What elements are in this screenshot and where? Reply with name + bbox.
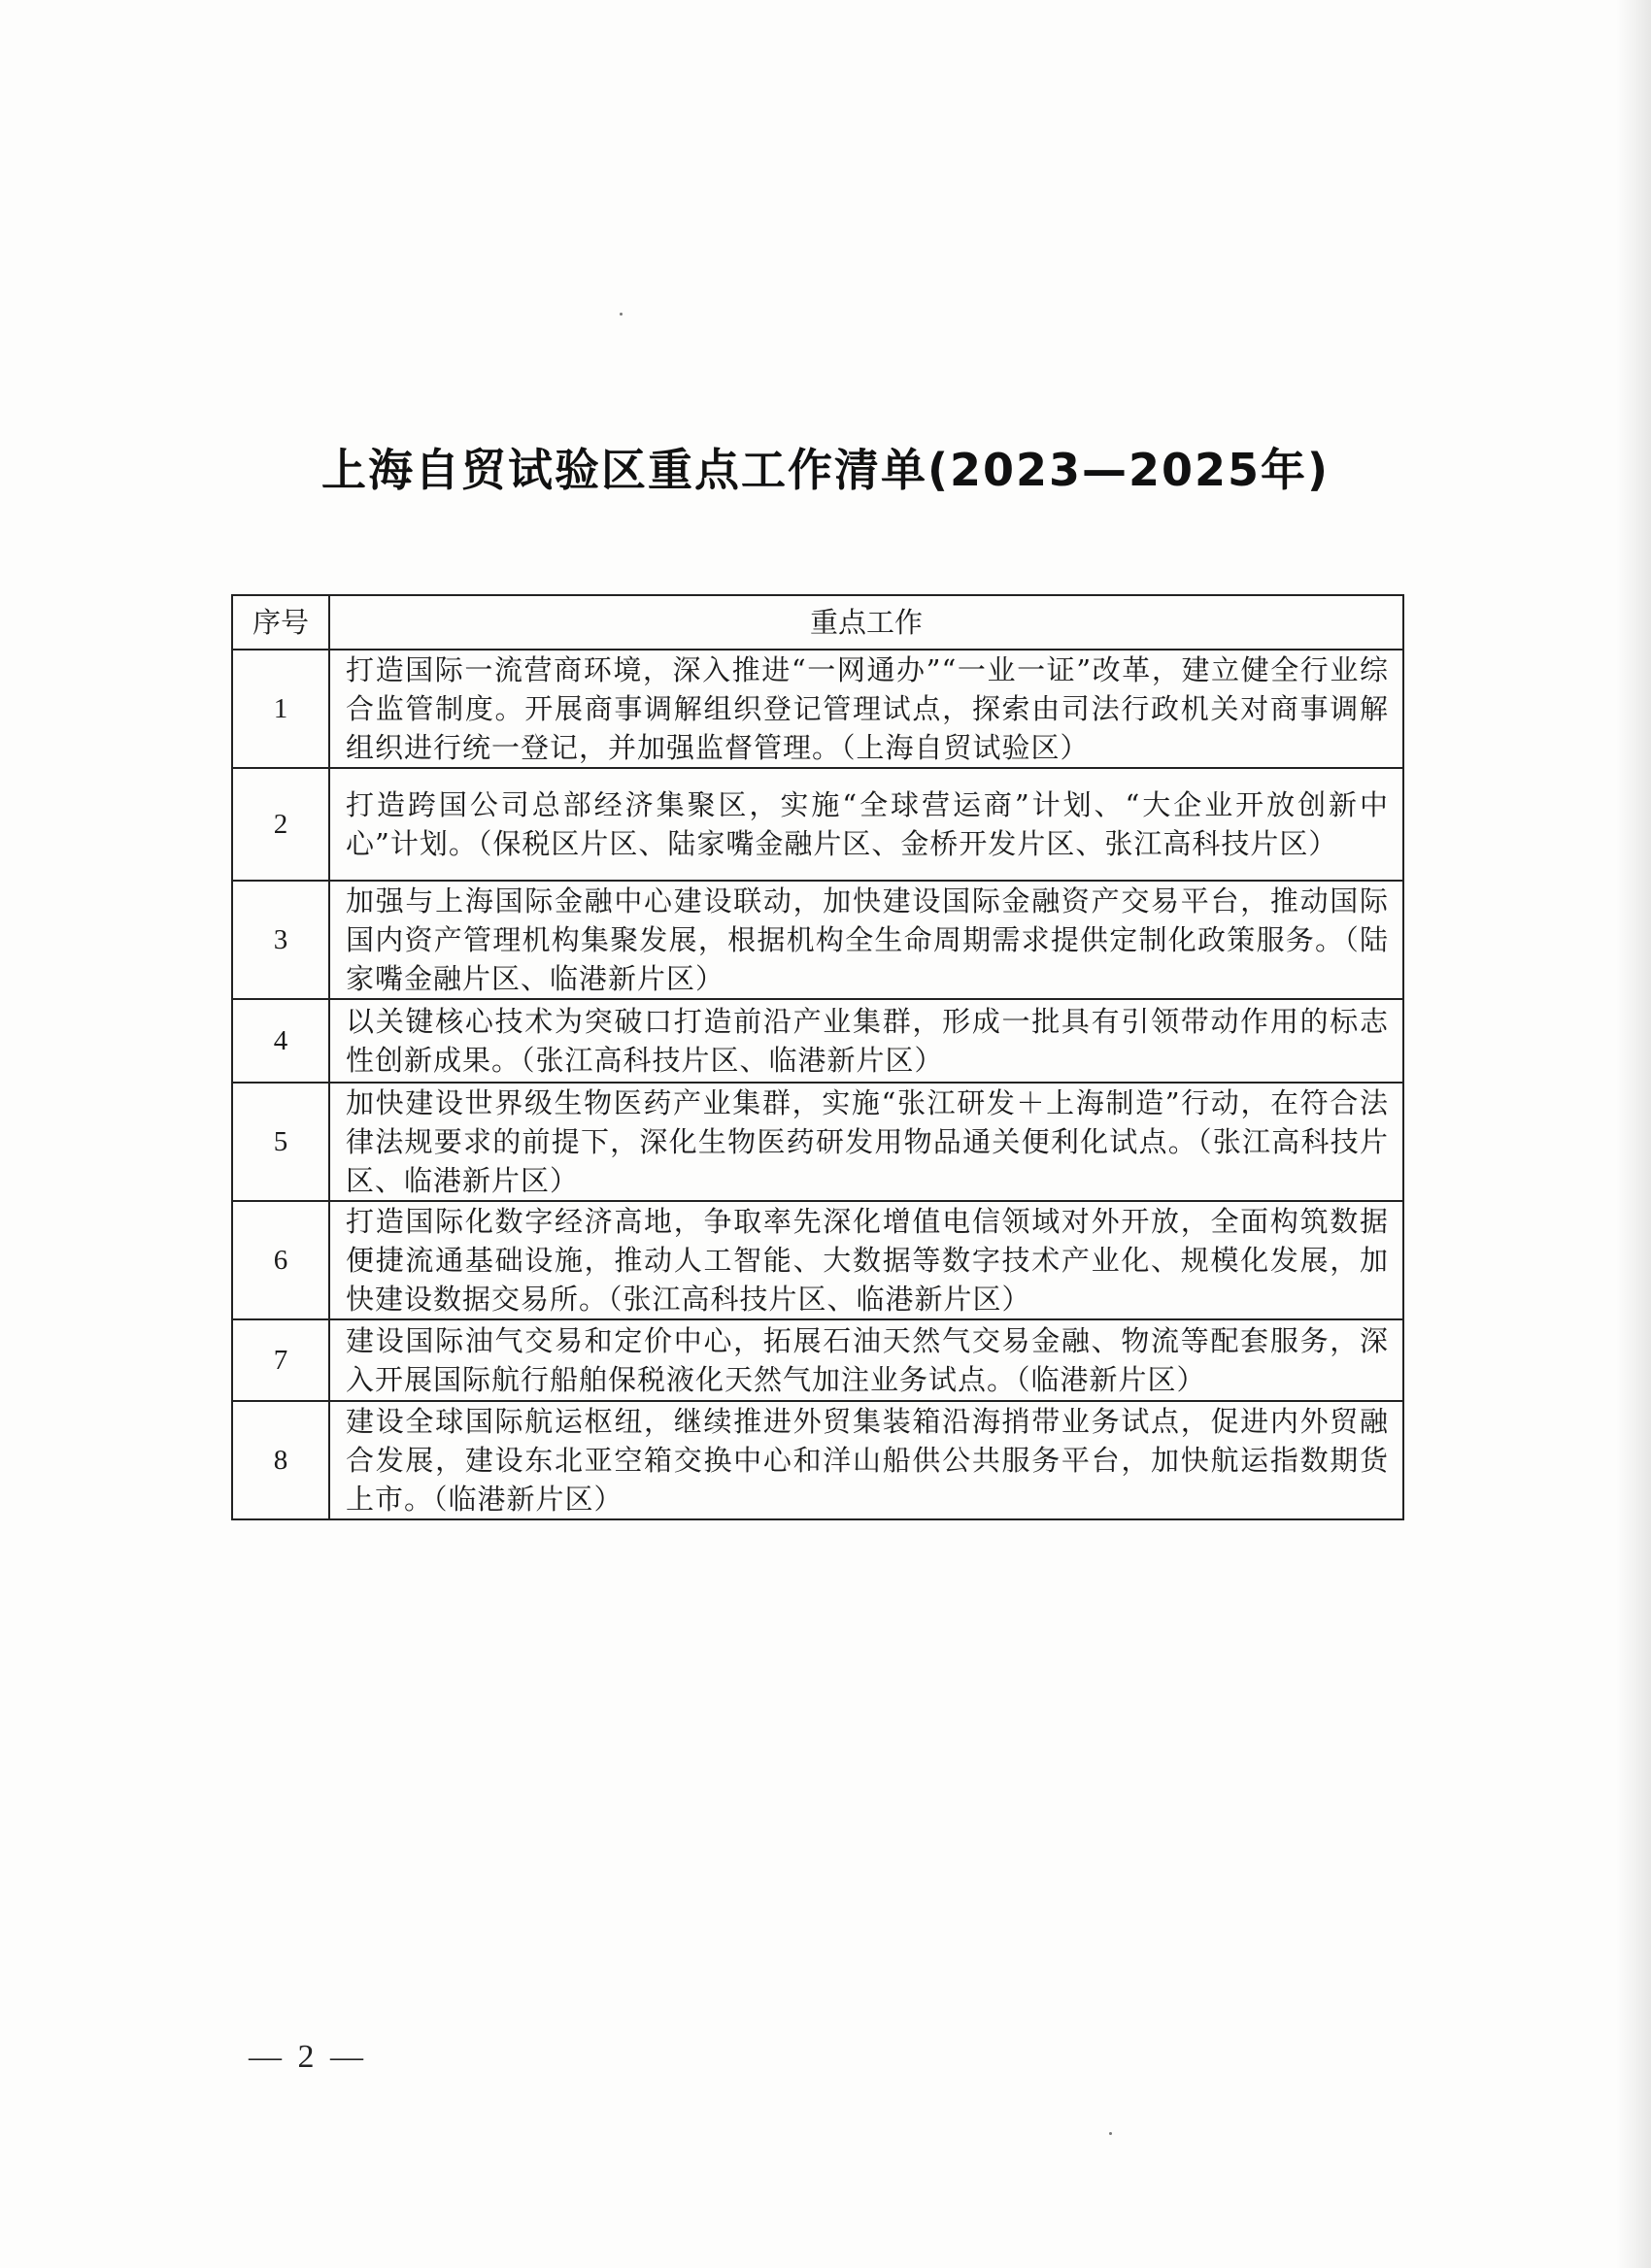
- row-number: 6: [232, 1201, 329, 1319]
- row-content: 加快建设世界级生物医药产业集群，实施“张江研发＋上海制造”行动，在符合法律法规要求的前提下，深化生物医药研发用物品通关便利化试点。（张江高科技片区、临港新片区）: [329, 1083, 1403, 1201]
- row-number: 3: [232, 881, 329, 999]
- row-number: 1: [232, 650, 329, 768]
- row-number: 5: [232, 1083, 329, 1201]
- column-header-number: 序号: [232, 595, 329, 650]
- table-row: [232, 1083, 1403, 1201]
- row-number: 8: [232, 1401, 329, 1519]
- row-content: 建设全球国际航运枢纽，继续推进外贸集装箱沿海捎带业务试点，促进内外贸融合发展，建设东北亚空箱交换中心和洋山船供公共服务平台，加快航运指数期货上市。（临港新片区）: [329, 1401, 1403, 1519]
- row-content: 以关键核心技术为突破口打造前沿产业集群，形成一批具有引领带动作用的标志性创新成果。（张江高科技片区、临港新片区）: [329, 999, 1403, 1083]
- row-content: 建设国际油气交易和定价中心，拓展石油天然气交易金融、物流等配套服务，深入开展国际航行船舶保税液化天然气加注业务试点。（临港新片区）: [329, 1319, 1403, 1401]
- table-row: [232, 1319, 1403, 1401]
- row-number: 7: [232, 1319, 329, 1401]
- table-row: [232, 650, 1403, 768]
- table-row: [232, 1201, 1403, 1319]
- row-content: 加强与上海国际金融中心建设联动，加快建设国际金融资产交易平台，推动国际国内资产管理机构集聚发展，根据机构全生命周期需求提供定制化政策服务。（陆家嘴金融片区、临港新片区）: [329, 881, 1403, 999]
- row-content: 打造跨国公司总部经济集聚区，实施“全球营运商”计划、“大企业开放创新中心”计划。（保税区片区、陆家嘴金融片区、金桥开发片区、张江高科技片区）: [329, 768, 1403, 881]
- scan-speck: [1109, 2132, 1112, 2135]
- page-number: — 2 —: [249, 2039, 367, 2075]
- table-row: [232, 999, 1403, 1083]
- row-number: 4: [232, 999, 329, 1083]
- row-content: 打造国际化数字经济高地，争取率先深化增值电信领域对外开放，全面构筑数据便捷流通基础设施，推动人工智能、大数据等数字技术产业化、规模化发展，加快建设数据交易所。（张江高科技片区、临港新片区）: [329, 1201, 1403, 1319]
- row-number: 2: [232, 768, 329, 881]
- scan-edge-shadow: [1616, 0, 1651, 2268]
- table-header-row: [232, 595, 1403, 650]
- row-content: 打造国际一流营商环境，深入推进“一网通办”“一业一证”改革，建立健全行业综合监管制度。开展商事调解组织登记管理试点，探索由司法行政机关对商事调解组织进行统一登记，并加强监督管理。（上海自贸试验区）: [329, 650, 1403, 768]
- table-row: [232, 768, 1403, 881]
- document-title: 上海自贸试验区重点工作清单(2023—2025年): [320, 444, 1331, 496]
- table-row: [232, 881, 1403, 999]
- column-header-content: 重点工作: [329, 595, 1403, 650]
- table-row: [232, 1401, 1403, 1519]
- key-work-table: [231, 594, 1404, 1520]
- scan-speck: [620, 313, 623, 316]
